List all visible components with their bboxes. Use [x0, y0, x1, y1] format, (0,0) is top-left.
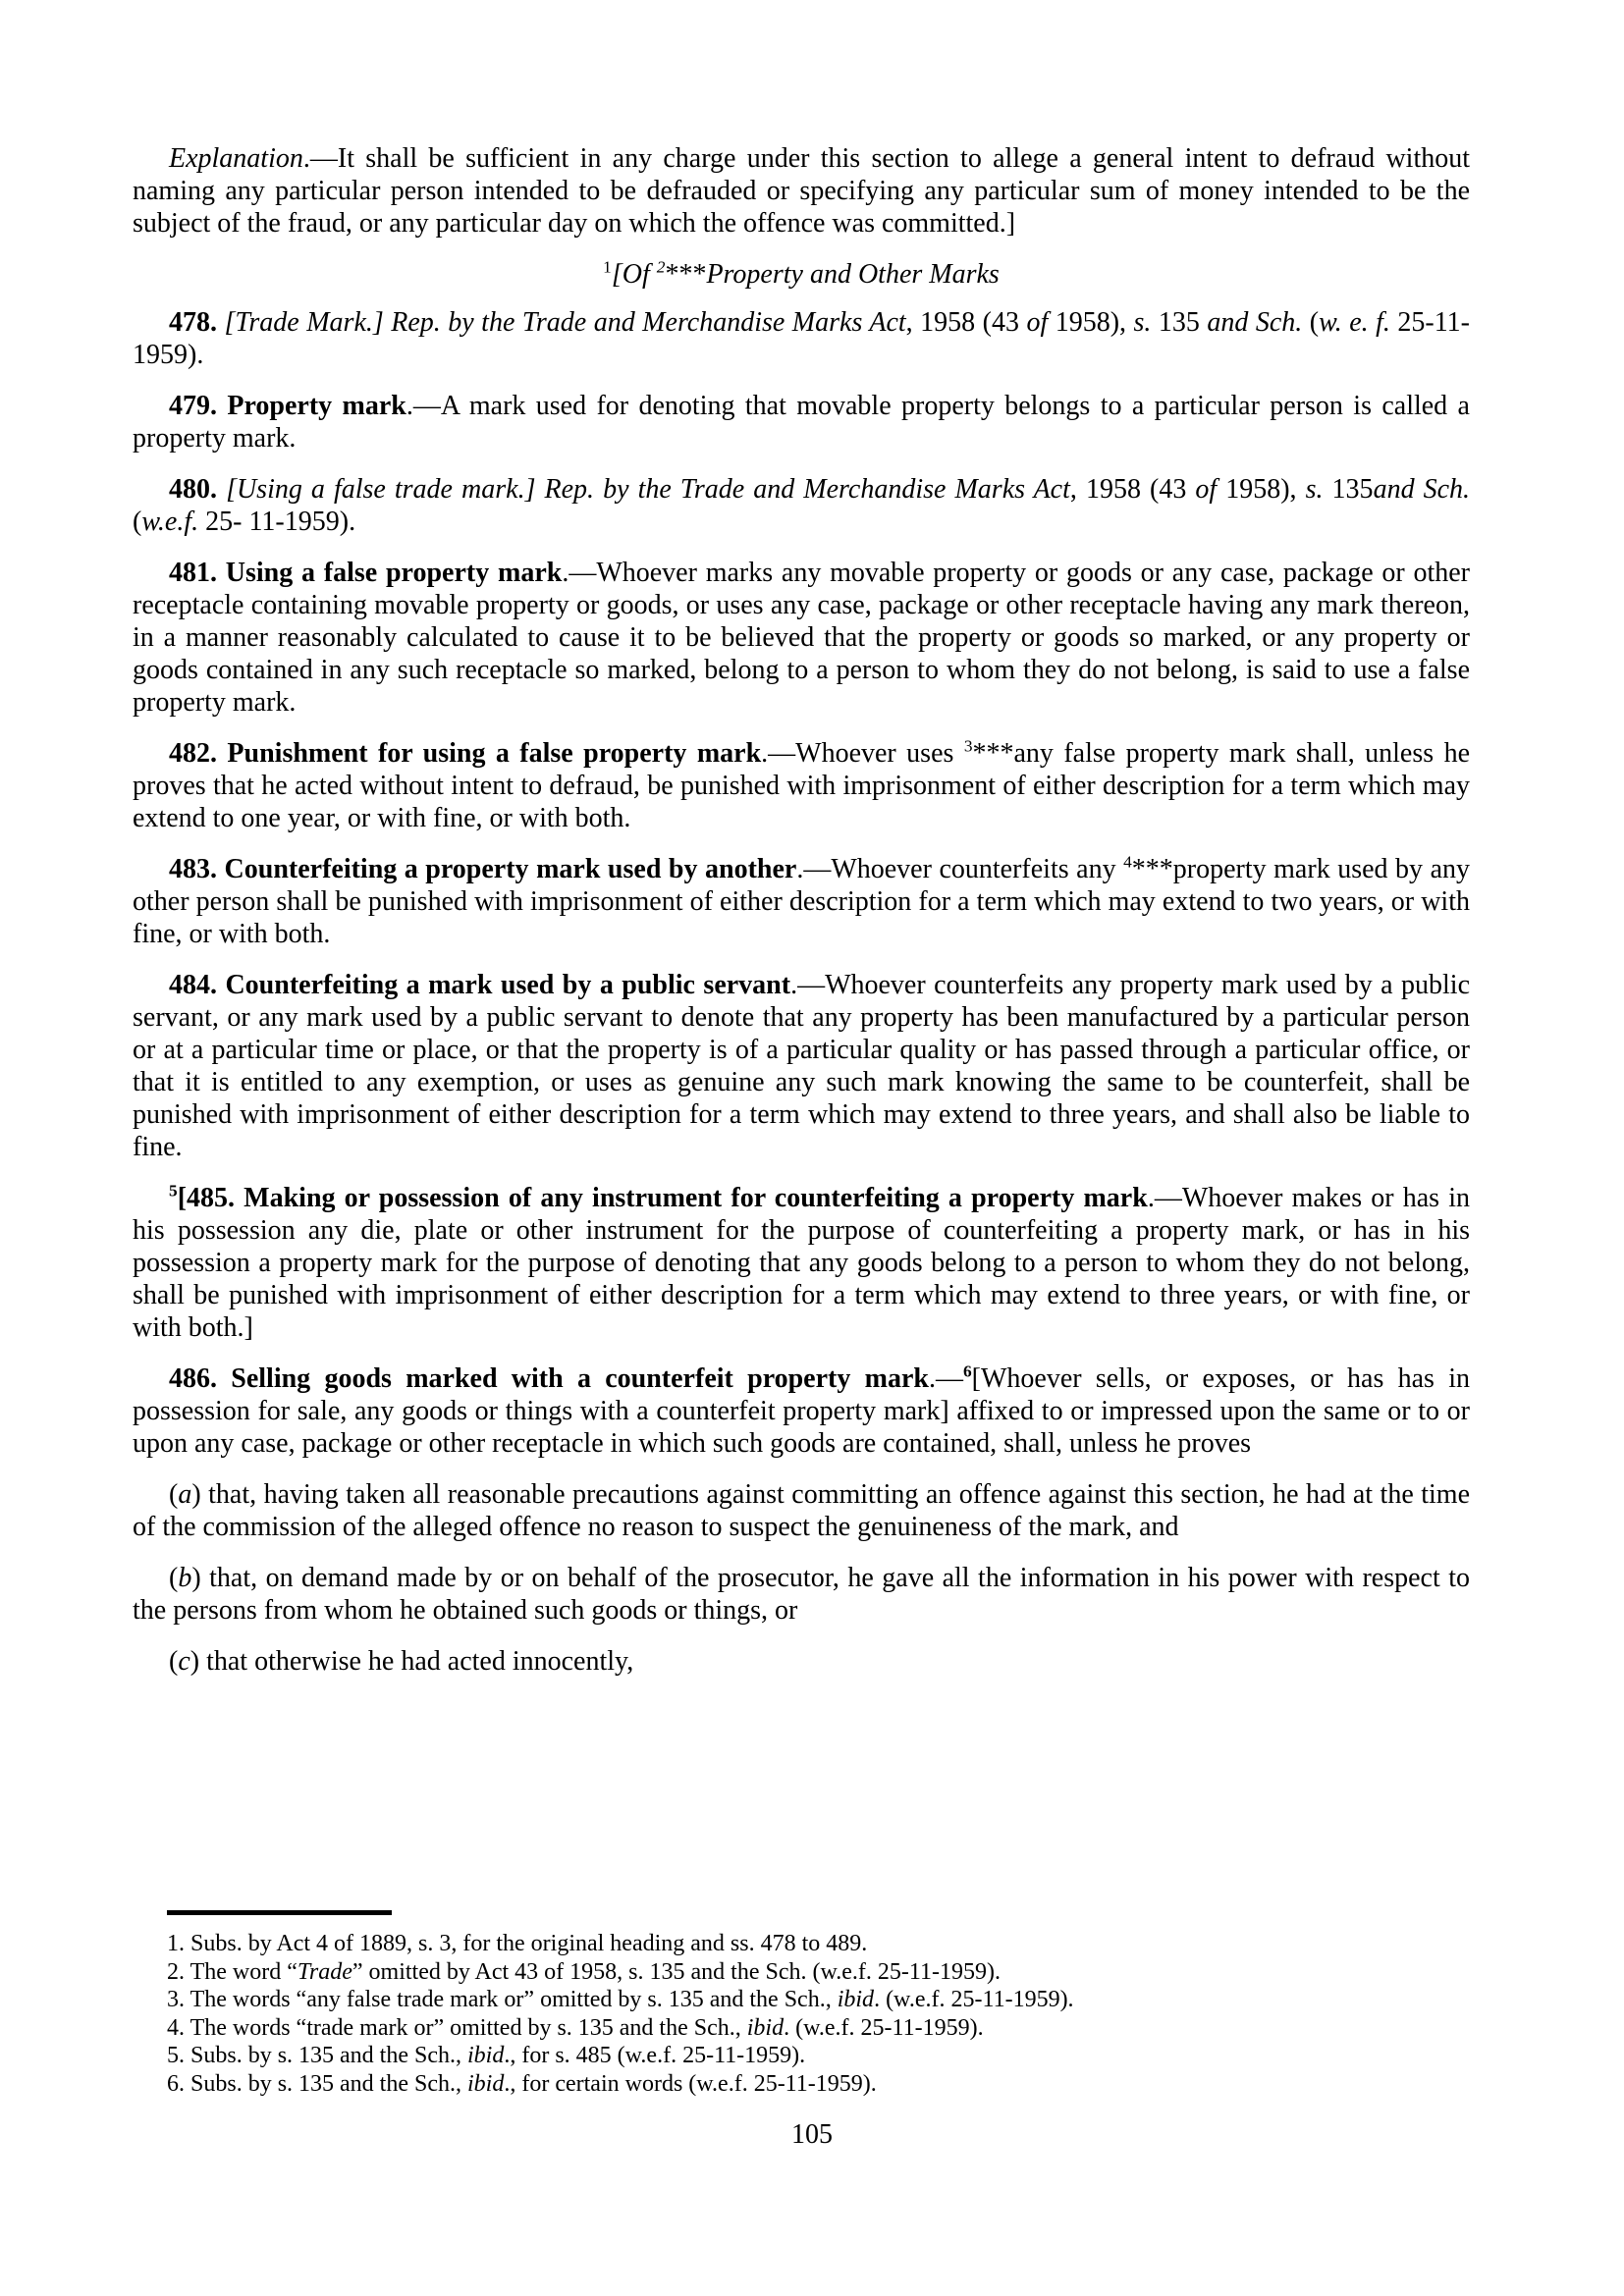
text-run — [650, 259, 657, 290]
clause-a — [133, 1478, 1470, 1543]
text-run: s. — [1305, 474, 1324, 505]
text-run: a — [178, 1479, 192, 1510]
text-run: [Trade Mark.] Rep. by the Trade and Merchandise Marks Act — [224, 307, 906, 338]
text-run: ( — [133, 507, 142, 537]
clause-c — [133, 1645, 1470, 1678]
text-run: [Whoever sells, or exposes, or has has in possession for sale, any goods or things with a counterfeit property mark] affixed to or impressed upon the same or to or upon any case, package or other receptacle in which such goods are contained, shall, unless he proves — [133, 1363, 1471, 1459]
text-run: c — [178, 1646, 190, 1677]
text-run: ***any false property mark shall, unless he proves that he acted without intent to defraud, be punished with imprisonment of either description for a term which may extend to one year, or with fine, or with both. — [133, 738, 1470, 833]
text-run: 1958), — [1217, 474, 1306, 505]
text-run: 4. The words “trade mark or” omitted by s. 135 and the Sch., — [167, 2014, 747, 2041]
text-run: Trade — [297, 1958, 352, 1985]
text-run: 2 — [656, 257, 666, 277]
text-run: ( — [169, 1479, 179, 1510]
text-run: 482. Punishment for using a false property mark — [169, 738, 762, 769]
section-479 — [133, 390, 1470, 454]
text-run: 1 — [603, 257, 612, 277]
footnote-1 — [167, 1930, 1473, 1958]
text-run: [Of — [611, 259, 650, 290]
explanation-paragraph — [133, 142, 1470, 240]
text-run: ibid — [837, 1987, 875, 2012]
section-486 — [133, 1362, 1470, 1460]
text-run: of — [1026, 307, 1049, 338]
chapter-heading — [133, 258, 1470, 291]
text-run: 6. Subs. by s. 135 and the Sch., — [167, 2070, 467, 2097]
text-run: 135 — [1151, 307, 1208, 338]
text-run: ( — [169, 1563, 179, 1593]
section-481 — [133, 557, 1470, 719]
text-run: ) that otherwise he had acted innocently, — [189, 1646, 634, 1677]
text-run: ) that, having taken all reasonable precautions against committing an offence against this section, he had at the time of the commission of the alleged offence no reason to suspect the genuineness of the mark, and — [133, 1479, 1470, 1542]
text-run: .—Whoever uses — [761, 738, 964, 769]
text-run: 480. — [169, 474, 227, 505]
text-run: Explanation — [169, 143, 303, 174]
text-run: s. — [1133, 307, 1152, 338]
text-run: w. e. f. — [1319, 307, 1390, 338]
text-run: 1958), — [1048, 307, 1134, 338]
section-484 — [133, 969, 1470, 1163]
text-run: ( — [169, 1646, 179, 1677]
text-run: 479. Property mark — [169, 391, 406, 421]
text-run: . (w.e.f. 25-11-1959). — [784, 2014, 984, 2041]
text-run: ibid — [746, 2014, 785, 2041]
text-run: *** — [665, 259, 707, 290]
footnote-6 — [167, 2070, 1473, 2099]
document-paragraphs — [133, 142, 1470, 1696]
section-485 — [133, 1182, 1470, 1344]
text-run: 1. Subs. by Act 4 of 1889, s. 3, for the original heading and ss. 478 to 489. — [167, 1931, 868, 1956]
text-run: 481. Using a false property mark — [169, 558, 563, 588]
text-run: , 1958 (43 — [1069, 474, 1196, 505]
text-run: 3 — [963, 736, 973, 756]
text-run: , 1958 (43 — [905, 307, 1027, 338]
text-run: ***property mark used by any other person shall be punished with imprisonment of either description for a term which may extend to two years, or with fine, or with both. — [133, 854, 1471, 949]
footnote-4 — [167, 2014, 1473, 2043]
text-run: Property and Other Marks — [706, 259, 1000, 290]
text-run: 2. The word “ — [167, 1958, 298, 1985]
text-run: 484. Counterfeiting a mark used by a public servant — [169, 970, 791, 1000]
section-480 — [133, 473, 1470, 538]
section-483 — [133, 853, 1470, 950]
text-run: 25- 11-1959). — [198, 507, 356, 537]
text-run: ibid — [467, 2043, 505, 2068]
text-run: .—Whoever counterfeits any property mark used by a public servant, or any mark used by a public servant to denote that any property has been manufactured by a particular person or at a particular time or place, or that the property is of a particular quality or has passed through a particular office, or that it is entitled to any exemption, or uses as genuine any such mark knowing the same to be counterfeit, shall be punished with imprisonment of either description for a term which may extend to three years, and shall also be liable to fine. — [133, 970, 1471, 1162]
text-run: 6 — [962, 1362, 972, 1381]
text-run: . (w.e.f. 25-11-1959). — [874, 1987, 1074, 2012]
text-run: ibid — [467, 2070, 505, 2097]
text-run: 5. Subs. by s. 135 and the Sch., — [167, 2043, 467, 2068]
text-run: [485. Making or possession of any instrument for counterfeiting a property mark — [177, 1183, 1148, 1213]
text-run: ( — [1302, 307, 1320, 338]
text-run: 483. Counterfeiting a property mark used by another — [169, 854, 797, 884]
text-run: .—Whoever makes or has in his possession any die, plate or other instrument for the purpose of counterfeiting a property mark, or has in his possession a property mark for the purpose of denoting that any goods belong to a person to whom they do not belong, shall be punished with imprisonment of either description for a term which may extend to three years, or with fine, or with both.] — [133, 1183, 1470, 1343]
text-run: 478. — [169, 307, 225, 338]
clause-b — [133, 1562, 1470, 1627]
text-run: .—It shall be sufficient in any charge under this section to allege a general intent to defraud without naming any particular person intended to be defrauded or specifying any particular sum of money intended to be the subject of the fraud, or any particular day on which the offence was committed.] — [133, 143, 1470, 239]
text-run: 4 — [1123, 852, 1132, 872]
text-run: .—Whoever counterfeits any — [796, 854, 1124, 884]
text-run: and Sch. — [1207, 307, 1303, 338]
footnote-3 — [167, 1986, 1473, 2014]
text-run: b — [178, 1563, 192, 1593]
text-run: 3. The words “any false trade mark or” omitted by s. 135 and the Sch., — [167, 1987, 838, 2012]
text-run: of — [1195, 474, 1218, 505]
text-run: 25-11-1959). — [133, 307, 1470, 370]
text-run: ., for certain words (w.e.f. 25-11-1959). — [504, 2070, 877, 2097]
text-run: 135 — [1323, 474, 1374, 505]
text-run: .—A mark used for denoting that movable property belongs to a particular person is called a property mark. — [133, 391, 1470, 454]
text-run: 5 — [169, 1181, 178, 1201]
section-478 — [133, 306, 1470, 371]
footnote-list — [167, 1930, 1473, 2098]
text-run: .— — [928, 1363, 963, 1394]
section-482 — [133, 737, 1470, 834]
footnotes-section — [167, 1910, 1473, 2098]
text-run: 486. Selling goods marked with a counterfeit property mark — [169, 1363, 929, 1394]
text-run: ., for s. 485 (w.e.f. 25-11-1959). — [504, 2043, 806, 2068]
text-run: [Using a false trade mark.] Rep. by the Trade and Merchandise Marks Act — [226, 474, 1070, 505]
page-number: 105 — [791, 2119, 833, 2150]
text-run: ) that, on demand made by or on behalf of the prosecutor, he gave all the information in his power with respect to the persons from whom he obtained such goods or things, or — [133, 1563, 1470, 1626]
footnote-2 — [167, 1958, 1473, 1987]
text-run: and Sch. — [1373, 474, 1471, 505]
text-run: ” omitted by Act 43 of 1958, s. 135 and the Sch. (w.e.f. 25-11-1959). — [352, 1958, 1001, 1985]
footnote-5 — [167, 2042, 1473, 2070]
text-run: w.e.f. — [141, 507, 199, 537]
text-run: .—Whoever marks any movable property or goods or any case, package or other receptacle containing movable property or goods, or uses any case, package or other receptacle having any mark thereon, in a manner reasonably calculated to cause it to be believed that the property or goods so marked, or any property or goods contained in any such receptacle so marked, belong to a person to whom they do not belong, is said to use a false property mark. — [133, 558, 1471, 718]
footnote-divider — [167, 1910, 392, 1915]
